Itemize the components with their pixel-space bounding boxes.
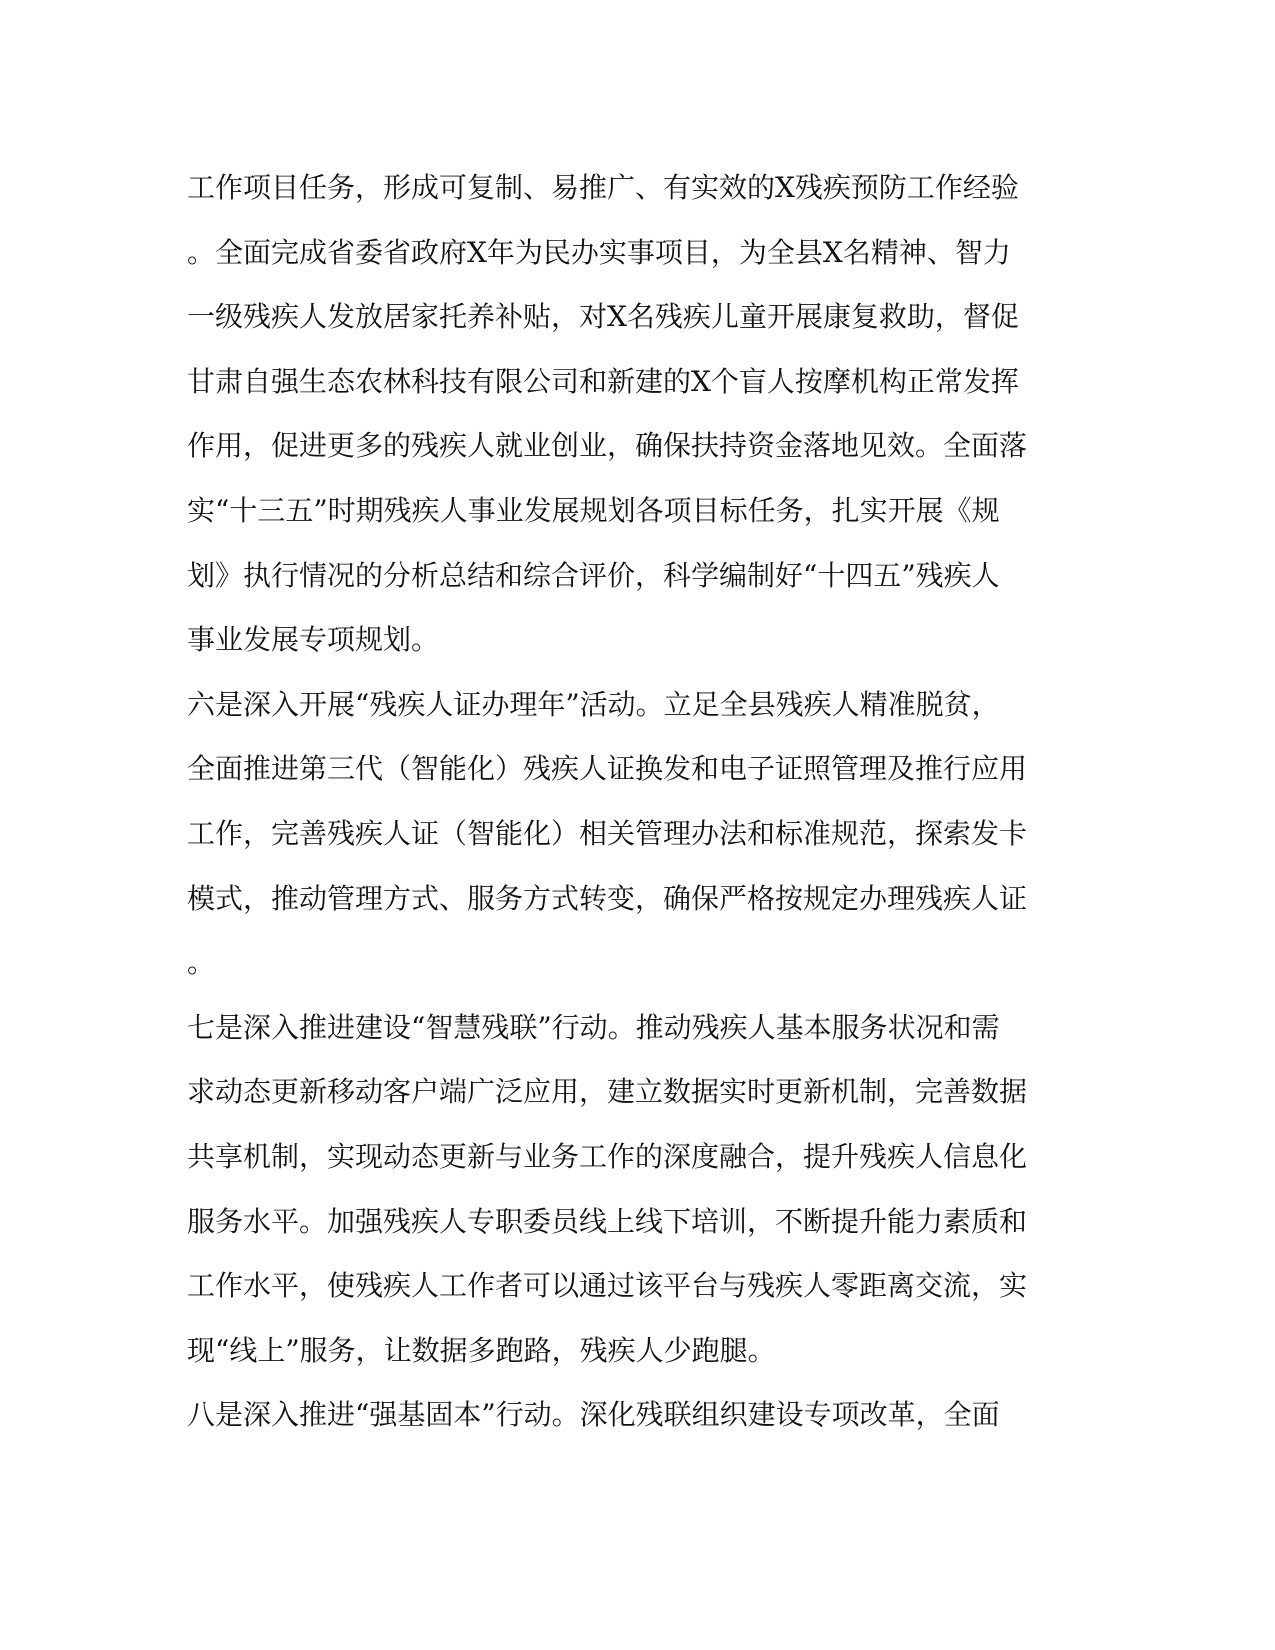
document-body bbox=[187, 156, 1087, 1448]
text-line: 工作水平，使残疾人工作者可以通过该平台与残疾人零距离交流，实 bbox=[187, 1269, 1028, 1303]
text-line: 全面推进第三代（智能化）残疾人证换发和电子证照管理及推行应用 bbox=[187, 752, 1028, 786]
text-line: 。全面完成省委省政府X年为民办实事项目，为全县X名精神、智力 bbox=[187, 235, 1011, 269]
text-line: 甘肃自强生态农林科技有限公司和新建的X个盲人按摩机构正常发挥 bbox=[187, 364, 1019, 398]
paragraph-7-start: 七是深入推进建设“智慧残联”行动。推动残疾人基本服务状况和需 bbox=[187, 1010, 1000, 1044]
text-line: 共享机制，实现动态更新与业务工作的深度融合，提升残疾人信息化 bbox=[187, 1139, 1028, 1173]
text-line: 划》执行情况的分析总结和综合评价，科学编制好“十四五”残疾人 bbox=[187, 558, 1000, 592]
text-line: 工作项目任务，形成可复制、易推广、有实效的X残疾预防工作经验 bbox=[187, 171, 1019, 204]
text-line: 服务水平。加强残疾人专职委员线上线下培训，不断提升能力素质和 bbox=[187, 1204, 1028, 1238]
text-line: 工作，完善残疾人证（智能化）相关管理办法和标准规范，探索发卡 bbox=[187, 816, 1028, 850]
paragraph-6-start: 六是深入开展“残疾人证办理年”活动。立足全县残疾人精准脱贫， bbox=[187, 687, 1000, 721]
text-line: 一级残疾人发放居家托养补贴，对X名残疾儿童开展康复救助，督促 bbox=[187, 300, 1019, 334]
text-line: 实“十三五”时期残疾人事业发展规划各项目标任务，扎实开展《规 bbox=[187, 493, 1000, 527]
text-line: 现“线上”服务，让数据多跑路，残疾人少跑腿。 bbox=[187, 1333, 776, 1367]
text-line: 作用，促进更多的残疾人就业创业，确保扶持资金落地见效。全面落 bbox=[187, 429, 1028, 463]
text-line: 模式，推动管理方式、服务方式转变，确保严格按规定办理残疾人证 bbox=[187, 881, 1028, 915]
text-line: 事业发展专项规划。 bbox=[187, 623, 440, 657]
paragraph-8-start: 八是深入推进“强基固本”行动。深化残联组织建设专项改革，全面 bbox=[187, 1398, 1000, 1432]
text-line: 。 bbox=[187, 946, 216, 980]
text-line: 求动态更新移动客户端广泛应用，建立数据实时更新机制，完善数据 bbox=[187, 1075, 1028, 1109]
